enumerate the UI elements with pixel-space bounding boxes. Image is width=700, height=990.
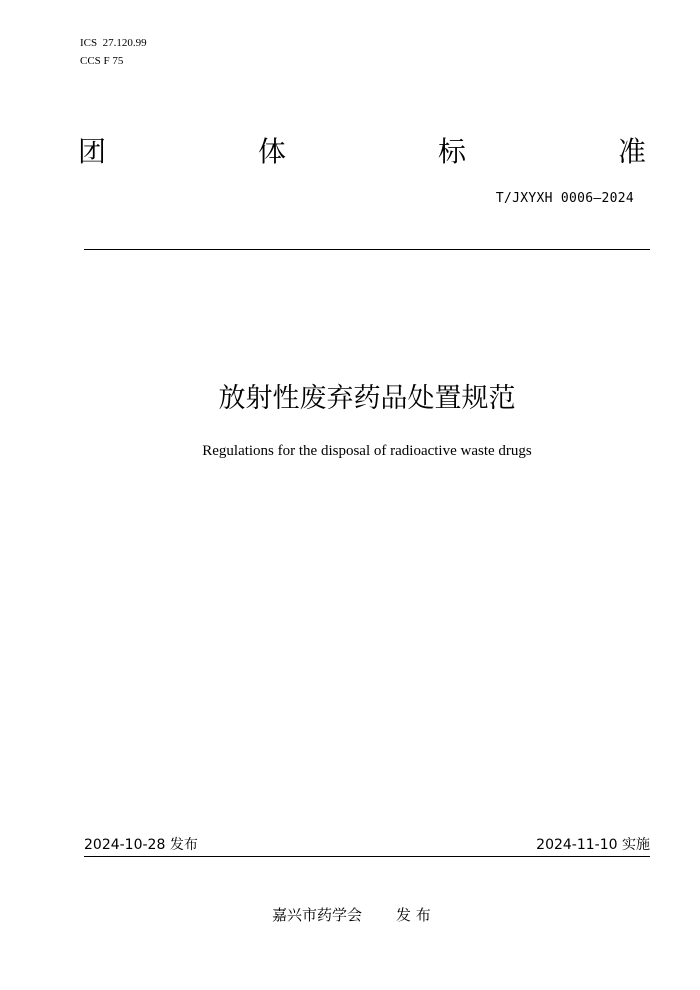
- title-chinese: 放射性废弃药品处置规范: [218, 383, 516, 414]
- ccs-code-row: [80, 52, 147, 70]
- standard-type-heading: [78, 134, 646, 170]
- issuer-line: [272, 905, 431, 925]
- publish-date-group: [84, 836, 198, 854]
- publish-date: 2024-10-28: [84, 837, 166, 853]
- issuer-issue-label: 发 布: [396, 906, 431, 924]
- issuer-organization: 嘉兴市药学会: [272, 906, 363, 924]
- publish-label: 发布: [169, 837, 198, 853]
- bottom-divider: [84, 856, 650, 857]
- ics-code-row: [80, 34, 147, 52]
- standard-type-char: 标: [437, 135, 466, 168]
- classification-codes: [80, 34, 147, 70]
- standard-type-char: 准: [617, 135, 646, 168]
- standard-type-char: 团: [78, 135, 107, 168]
- implement-date: 2024-11-10: [536, 837, 618, 853]
- implement-date-group: [536, 836, 650, 854]
- standard-number: T/JXYXH 0006—2024: [495, 191, 634, 206]
- ics-label: ICS: [80, 37, 98, 49]
- top-divider: [84, 249, 650, 250]
- title-english: Regulations for the disposal of radioactive waste drugs: [202, 443, 532, 459]
- implement-label: 实施: [622, 837, 650, 853]
- ccs-label: CCS: [80, 55, 101, 67]
- date-row: [84, 836, 650, 854]
- ccs-value: F 75: [103, 55, 124, 67]
- ics-value: 27.120.99: [102, 37, 147, 49]
- standard-type-char: 体: [257, 135, 286, 168]
